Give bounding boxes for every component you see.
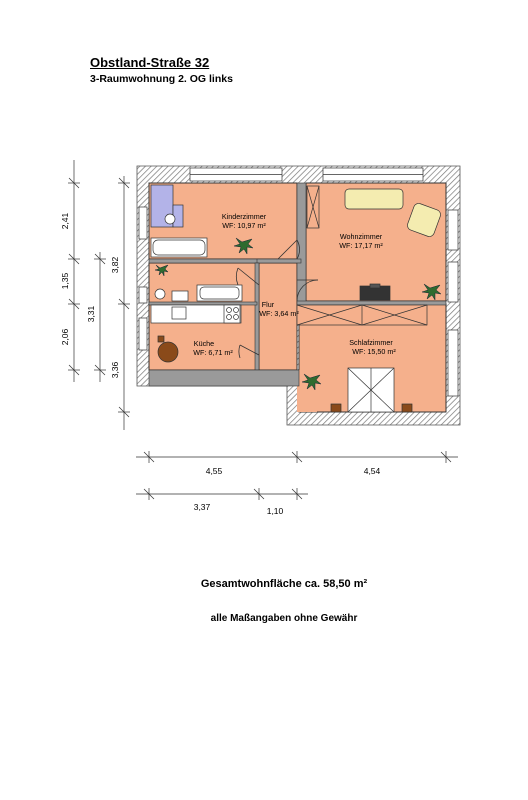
dimension-left-middle — [86, 252, 106, 382]
room-area-flur: WF: 3,64 m² — [259, 309, 299, 318]
disclaimer: alle Maßangaben ohne Gewähr — [210, 613, 358, 624]
total-area: Gesamtwohnfläche ca. 58,50 m² — [200, 578, 368, 590]
room-area-schlafzimmer: WF: 15,50 m² — [352, 347, 396, 356]
room-area-kinderzimmer: WF: 10,97 m² — [222, 221, 266, 230]
dim-label: 3,31 — [86, 305, 96, 323]
dim-label: 3,82 — [110, 256, 120, 274]
dim-label: 1,35 — [60, 272, 70, 290]
room-area-kueche: WF: 6,71 m² — [193, 348, 233, 357]
dim-label: 4,55 — [205, 466, 223, 476]
room-name-kinderzimmer: Kinderzimmer — [221, 212, 267, 221]
room-name-kueche: Küche — [193, 339, 215, 348]
dimension-bottom-1 — [136, 451, 458, 476]
dimension-left-outer — [60, 160, 80, 382]
page-title: Obstland-Straße 32 — [90, 55, 210, 70]
dim-label: 4,54 — [363, 466, 381, 476]
room-area-wohnzimmer: WF: 17,17 m² — [339, 241, 383, 250]
dim-label: 3,36 — [110, 361, 120, 379]
dim-label: 2,41 — [60, 212, 70, 230]
dim-label: 3,37 — [193, 502, 211, 512]
dim-label: 1,10 — [266, 506, 284, 516]
room-name-flur: Flur — [261, 300, 275, 309]
room-name-schlafzimmer: Schlafzimmer — [349, 338, 393, 347]
dimension-bottom-2 — [136, 488, 308, 516]
page-subtitle: 3-Raumwohnung 2. OG links — [90, 73, 233, 85]
dimension-left-inner — [110, 176, 130, 430]
dim-label: 2,06 — [60, 328, 70, 346]
room-name-wohnzimmer: Wohnzimmer — [339, 232, 383, 241]
